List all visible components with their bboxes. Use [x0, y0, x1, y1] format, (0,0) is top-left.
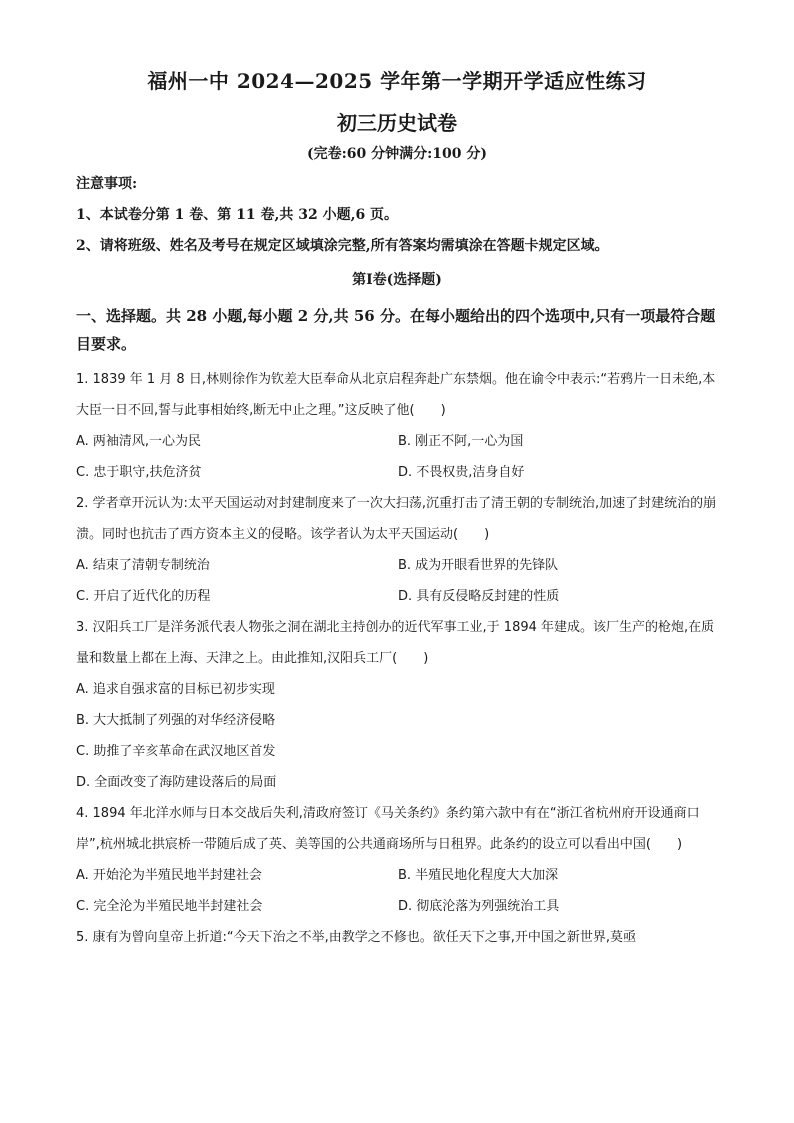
option-list: [76, 674, 718, 798]
question: [76, 364, 718, 488]
option-b: B. 半殖民地化程度大大加深: [398, 868, 559, 883]
exam-title: 福州一中 2024—2025 学年第一学期开学适应性练习: [147, 69, 647, 93]
notice-heading: 注意事项:: [76, 176, 138, 192]
question-stem: 2. 学者章开沅认为:太平天国运动对封建制度来了一次大扫荡,沉重打击了清王朝的专制统治,加速了封建统治的崩溃。同时也抗击了西方资本主义的侵略。该学者认为太平天国运动( ): [76, 496, 717, 542]
option-a: A. 两袖清风,一心为民: [76, 434, 202, 449]
option-c: C. 完全沦为半殖民地半封建社会: [76, 899, 263, 914]
notice-item: 2、请将班级、姓名及考号在规定区域填涂完整,所有答案均需填涂在答题卡规定区域。: [76, 238, 609, 254]
question-stem: 4. 1894 年北洋水师与日本交战后失利,清政府签订《马关条约》条约第六款中有在“浙江省杭州府开设通商口岸”,杭州城北拱宸桥一带随后成了英、美等国的公共通商场所与日租界。此条约的设立可以看出中国( ): [76, 806, 700, 852]
option-d: D. 不畏权贵,洁身自好: [398, 465, 525, 480]
exam-info: (完卷:60 分钟满分:100 分): [306, 146, 488, 162]
option-b: B. 刚正不阿,一心为国: [398, 434, 524, 449]
option-list: [76, 426, 718, 488]
option-c: C. 助推了辛亥革命在武汉地区首发: [76, 744, 276, 759]
option-a: A. 开始沦为半殖民地半封建社会: [76, 868, 262, 883]
option-b: B. 成为开眼看世界的先锋队: [398, 558, 559, 573]
option-list: [76, 550, 718, 612]
exam-subtitle: 初三历史试卷: [337, 111, 457, 135]
option-b: B. 大大抵制了列强的对华经济侵略: [76, 713, 276, 728]
part-heading: 一、选择题。共 28 小题,每小题 2 分,共 56 分。在每小题给出的四个选项中,只有一项最符合题目要求。: [76, 307, 716, 353]
option-c: C. 开启了近代化的历程: [76, 589, 211, 604]
section-title: 第Ⅰ卷(选择题): [352, 272, 442, 288]
option-d: D. 全面改变了海防建设落后的局面: [76, 775, 277, 790]
question: [76, 612, 718, 798]
option-list: [76, 860, 718, 922]
question: [76, 798, 718, 922]
option-a: A. 结束了清朝专制统治: [76, 558, 210, 573]
question: [76, 488, 718, 612]
notice-item: 1、本试卷分第 1 卷、第 11 卷,共 32 小题,6 页。: [76, 207, 399, 223]
option-a: A. 追求自强求富的目标已初步实现: [76, 682, 275, 697]
question-stem: 1. 1839 年 1 月 8 日,林则徐作为钦差大臣奉命从北京启程奔赴广东禁烟。他在谕令中表示:“若鸦片一日未绝,本大臣一日不回,誓与此事相始终,断无中止之理。”这反映了他( ): [76, 372, 716, 418]
question-stem: 3. 汉阳兵工厂是洋务派代表人物张之洞在湖北主持创办的近代军事工业,于 1894 年建成。该厂生产的枪炮,在质量和数量上都在上海、天津之上。由此推知,汉阳兵工厂( ): [76, 620, 715, 666]
question-stem: 5. 康有为曾向皇帝上折道:“今天下治之不举,由教学之不修也。欲任天下之事,开中国之新世界,莫亟: [76, 930, 637, 945]
question: [76, 922, 718, 953]
option-d: D. 具有反侵略反封建的性质: [398, 589, 560, 604]
option-c: C. 忠于职守,扶危济贫: [76, 465, 202, 480]
option-d: D. 彻底沦落为列强统治工具: [398, 899, 560, 914]
